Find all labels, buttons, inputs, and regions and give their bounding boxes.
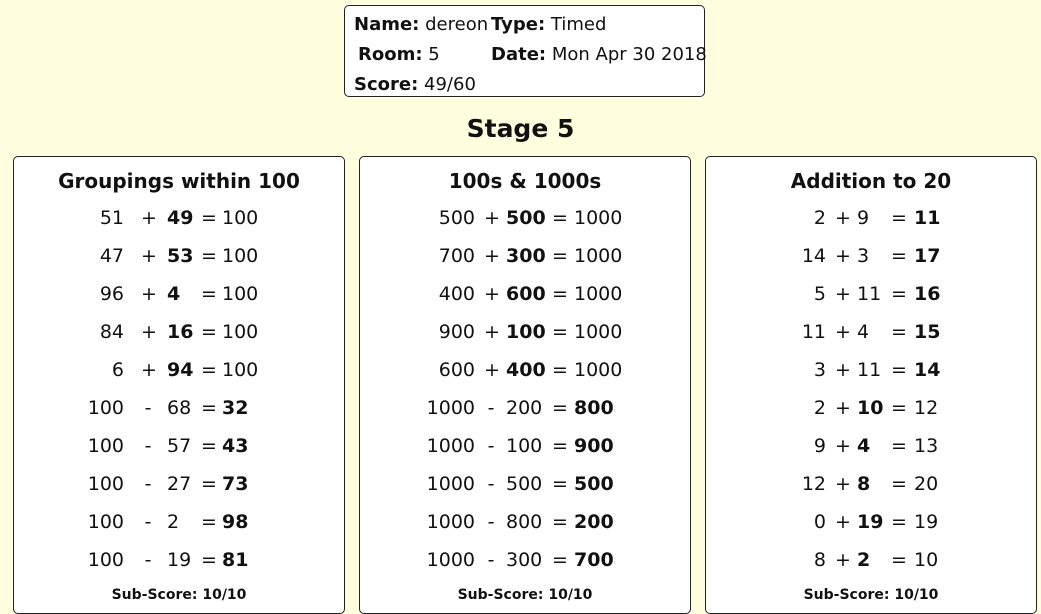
type-label: Type: — [491, 14, 546, 35]
operator: + — [141, 321, 157, 343]
operator: + — [484, 359, 500, 381]
result: 500 — [574, 473, 614, 495]
operand-a: 2 — [813, 397, 826, 419]
result: 16 — [914, 283, 941, 305]
operand-b: 8 — [857, 473, 871, 495]
operator: - — [487, 511, 495, 533]
operator: - — [144, 511, 152, 533]
operand-b: 300 — [506, 549, 543, 571]
operand-b: 11 — [857, 359, 882, 381]
panel-title: Addition to 20 — [790, 169, 952, 193]
result: 14 — [914, 359, 941, 381]
operand-a: 96 — [99, 283, 124, 305]
result: 1000 — [574, 321, 623, 343]
date-field — [491, 44, 707, 65]
equation-row — [14, 313, 344, 351]
date-label: Date: — [491, 44, 547, 65]
operand-a: 14 — [801, 245, 826, 267]
equals-sign: = — [891, 283, 907, 305]
equals-sign: = — [891, 321, 907, 343]
equals-sign: = — [891, 549, 907, 571]
equation-row — [706, 313, 1036, 351]
operand-b: 19 — [857, 511, 884, 533]
equation-row — [360, 389, 690, 427]
equals-sign: = — [201, 359, 217, 381]
operand-a: 5 — [813, 283, 826, 305]
equation-row — [14, 427, 344, 465]
operand-a: 1000 — [426, 549, 475, 571]
operand-a: 1000 — [426, 435, 475, 457]
equation-row — [360, 199, 690, 237]
operand-b: 3 — [857, 245, 870, 267]
equals-sign: = — [891, 473, 907, 495]
operand-b: 100 — [506, 435, 543, 457]
result: 11 — [914, 207, 941, 229]
result: 200 — [574, 511, 614, 533]
operator: + — [835, 511, 851, 533]
name-field — [354, 14, 488, 35]
operator: + — [835, 435, 851, 457]
equation-row — [706, 427, 1036, 465]
equals-sign: = — [891, 511, 907, 533]
equation-row — [14, 351, 344, 389]
equals-sign: = — [552, 245, 568, 267]
type-field — [491, 14, 606, 35]
equals-sign: = — [552, 283, 568, 305]
operator: + — [835, 473, 851, 495]
result: 15 — [914, 321, 941, 343]
equation-row — [706, 465, 1036, 503]
equals-sign: = — [552, 397, 568, 419]
operator: - — [144, 435, 152, 457]
room-label: Room: — [358, 44, 423, 65]
operand-a: 700 — [438, 245, 475, 267]
operand-a: 100 — [87, 435, 124, 457]
panel-title: 100s & 1000s — [448, 169, 602, 193]
operand-a: 8 — [813, 549, 826, 571]
equals-sign: = — [891, 397, 907, 419]
equals-sign: = — [891, 245, 907, 267]
equation-row — [706, 351, 1036, 389]
operator: - — [144, 473, 152, 495]
operator: - — [487, 435, 495, 457]
result: 100 — [222, 283, 259, 305]
operand-b: 4 — [857, 435, 871, 457]
result: 1000 — [574, 359, 623, 381]
operand-a: 500 — [438, 207, 475, 229]
operand-b: 9 — [857, 207, 870, 229]
operator: + — [141, 283, 157, 305]
equation-row — [14, 503, 344, 541]
result: 81 — [222, 549, 249, 571]
operand-b: 27 — [167, 473, 192, 495]
result: 73 — [222, 473, 249, 495]
operand-b: 2 — [167, 511, 180, 533]
operator: + — [484, 321, 500, 343]
result: 100 — [222, 359, 259, 381]
score-label: Score: — [354, 74, 419, 95]
result: 12 — [914, 397, 939, 419]
equation-row — [360, 313, 690, 351]
equation-row — [360, 541, 690, 579]
operator: - — [487, 397, 495, 419]
operand-a: 11 — [801, 321, 826, 343]
operand-b: 4 — [167, 283, 181, 305]
equals-sign: = — [201, 549, 217, 571]
operator: + — [484, 207, 500, 229]
result: 19 — [914, 511, 939, 533]
operator: + — [835, 245, 851, 267]
equation-row — [14, 541, 344, 579]
operator: + — [141, 207, 157, 229]
result: 700 — [574, 549, 614, 571]
operator: + — [141, 359, 157, 381]
equals-sign: = — [201, 435, 217, 457]
operand-b: 68 — [167, 397, 192, 419]
operand-a: 6 — [111, 359, 124, 381]
operand-a: 100 — [87, 549, 124, 571]
equals-sign: = — [552, 473, 568, 495]
equation-row — [14, 275, 344, 313]
operand-b: 2 — [857, 549, 871, 571]
operand-a: 2 — [813, 207, 826, 229]
operand-b: 94 — [167, 359, 194, 381]
operand-a: 12 — [801, 473, 826, 495]
equals-sign: = — [201, 321, 217, 343]
result: 900 — [574, 435, 614, 457]
name-value: dereon — [425, 14, 489, 35]
equation-row — [360, 465, 690, 503]
operand-b: 16 — [167, 321, 194, 343]
equation-row — [706, 541, 1036, 579]
operand-b: 600 — [506, 283, 546, 305]
result: 32 — [222, 397, 249, 419]
operand-a: 1000 — [426, 511, 475, 533]
panel-groupings — [13, 156, 345, 614]
equation-row — [360, 427, 690, 465]
result: 43 — [222, 435, 249, 457]
operand-a: 600 — [438, 359, 475, 381]
operand-a: 84 — [99, 321, 124, 343]
result: 98 — [222, 511, 249, 533]
equation-row — [14, 389, 344, 427]
panel-addition-to-20 — [705, 156, 1037, 614]
equals-sign: = — [552, 549, 568, 571]
operand-b: 4 — [857, 321, 870, 343]
type-value: Timed — [550, 14, 607, 35]
operand-b: 800 — [506, 511, 543, 533]
operator: + — [835, 321, 851, 343]
operator: + — [835, 283, 851, 305]
equation-row — [706, 199, 1036, 237]
score-value: 49/60 — [424, 74, 476, 95]
equals-sign: = — [891, 359, 907, 381]
result: 100 — [222, 245, 259, 267]
operator: + — [835, 549, 851, 571]
operand-b: 57 — [167, 435, 192, 457]
operand-b: 49 — [167, 207, 194, 229]
result: 20 — [914, 473, 939, 495]
room-value: 5 — [428, 44, 440, 65]
operand-a: 400 — [438, 283, 475, 305]
operand-a: 51 — [99, 207, 124, 229]
sub-score: Sub-Score: 10/10 — [111, 587, 247, 603]
operand-a: 3 — [813, 359, 826, 381]
operand-a: 0 — [813, 511, 826, 533]
result: 1000 — [574, 283, 623, 305]
operand-a: 9 — [813, 435, 826, 457]
result: 100 — [222, 207, 259, 229]
operand-b: 400 — [506, 359, 546, 381]
equation-row — [360, 275, 690, 313]
equals-sign: = — [201, 397, 217, 419]
name-label: Name: — [354, 14, 420, 35]
equation-row — [706, 237, 1036, 275]
equation-row — [14, 237, 344, 275]
operand-b: 53 — [167, 245, 194, 267]
operator: - — [487, 473, 495, 495]
panel-hundreds-thousands — [359, 156, 691, 614]
operand-b: 500 — [506, 207, 546, 229]
room-field — [358, 44, 440, 65]
equation-row — [360, 503, 690, 541]
equals-sign: = — [891, 207, 907, 229]
operand-b: 11 — [857, 283, 882, 305]
stage-title: Stage 5 — [466, 114, 575, 143]
info-box — [344, 5, 705, 97]
panel-title: Groupings within 100 — [58, 169, 300, 193]
operand-b: 300 — [506, 245, 546, 267]
result: 13 — [914, 435, 939, 457]
equals-sign: = — [552, 435, 568, 457]
equals-sign: = — [201, 245, 217, 267]
operand-b: 19 — [167, 549, 192, 571]
operator: - — [144, 397, 152, 419]
operand-a: 47 — [99, 245, 124, 267]
operand-b: 100 — [506, 321, 546, 343]
result: 100 — [222, 321, 259, 343]
operator: - — [144, 549, 152, 571]
operand-a: 1000 — [426, 473, 475, 495]
result: 800 — [574, 397, 614, 419]
equation-row — [360, 237, 690, 275]
equals-sign: = — [552, 359, 568, 381]
operand-a: 1000 — [426, 397, 475, 419]
operand-a: 900 — [438, 321, 475, 343]
operand-a: 100 — [87, 511, 124, 533]
operand-a: 100 — [87, 473, 124, 495]
sub-score: Sub-Score: 10/10 — [457, 587, 593, 603]
equation-row — [14, 465, 344, 503]
operator: - — [487, 549, 495, 571]
operator: + — [484, 283, 500, 305]
sub-score: Sub-Score: 10/10 — [803, 587, 939, 603]
operand-a: 100 — [87, 397, 124, 419]
operand-b: 200 — [506, 397, 543, 419]
equals-sign: = — [201, 511, 217, 533]
equals-sign: = — [552, 207, 568, 229]
equals-sign: = — [891, 435, 907, 457]
equation-row — [706, 275, 1036, 313]
operator: + — [835, 359, 851, 381]
operator: + — [835, 207, 851, 229]
result: 1000 — [574, 207, 623, 229]
operand-b: 500 — [506, 473, 543, 495]
result: 17 — [914, 245, 941, 267]
equals-sign: = — [201, 283, 217, 305]
operator: + — [835, 397, 851, 419]
equation-row — [706, 389, 1036, 427]
equation-row — [706, 503, 1036, 541]
equation-row — [360, 351, 690, 389]
operand-b: 10 — [857, 397, 884, 419]
date-value: Mon Apr 30 2018 — [551, 44, 707, 65]
result: 10 — [914, 549, 939, 571]
operator: + — [484, 245, 500, 267]
score-field — [354, 74, 476, 95]
result: 1000 — [574, 245, 623, 267]
equals-sign: = — [552, 321, 568, 343]
operator: + — [141, 245, 157, 267]
equals-sign: = — [201, 207, 217, 229]
equals-sign: = — [201, 473, 217, 495]
equation-row — [14, 199, 344, 237]
equals-sign: = — [552, 511, 568, 533]
